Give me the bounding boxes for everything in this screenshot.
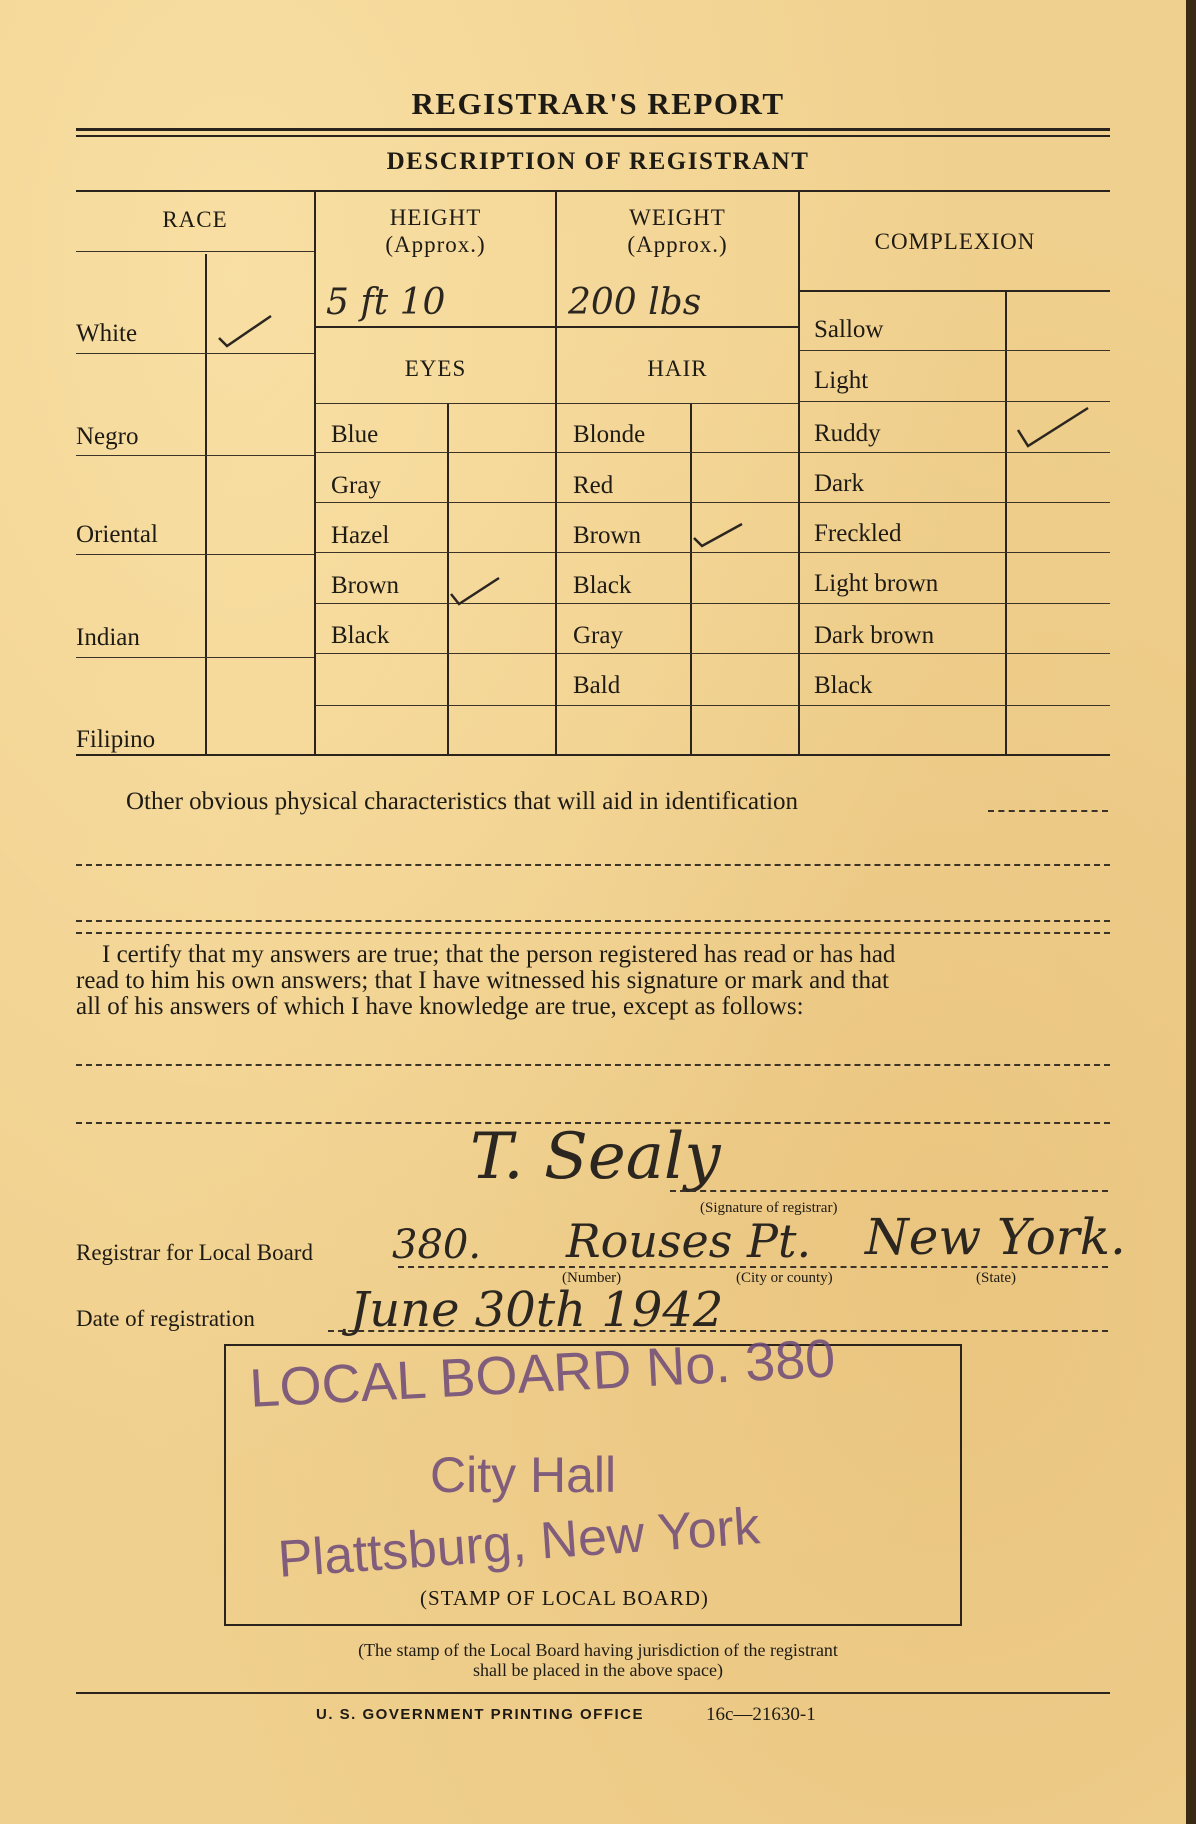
complexion-row-rule	[800, 552, 1110, 553]
section-subtitle: DESCRIPTION OF REGISTRANT	[386, 148, 810, 175]
stamp-caption: (STAMP OF LOCAL BOARD)	[420, 1586, 709, 1610]
race-row-rule	[76, 455, 314, 456]
complexion-row-rule	[800, 705, 1110, 706]
hair-row-rule	[557, 705, 798, 706]
footer-rule	[76, 1692, 1110, 1694]
race-option-oriental: Oriental	[76, 521, 158, 548]
height-header-line2: (Approx.)	[385, 232, 486, 257]
eyes-row-rule	[316, 502, 555, 503]
other-characteristics-line[interactable]	[76, 920, 1110, 922]
title-rule-top	[76, 128, 1110, 131]
hair-check-brown[interactable]	[690, 520, 746, 550]
city-caption: (City or county)	[736, 1270, 833, 1286]
form-number: 16c—21630-1	[706, 1704, 816, 1725]
race-header-rule	[76, 251, 314, 252]
eyes-row-rule	[316, 705, 555, 706]
complexion-option-black: Black	[814, 672, 873, 699]
weight-header-line1: WEIGHT	[629, 205, 726, 230]
hair-row-rule	[557, 603, 798, 604]
complexion-option-dark: Dark	[814, 470, 864, 497]
registration-date[interactable]: June 30th 1942	[350, 1282, 724, 1338]
eyes-option-hazel: Hazel	[331, 522, 390, 549]
col-line-complexion-inner	[1005, 290, 1007, 754]
race-row-rule	[76, 353, 314, 354]
hair-header: HAIR	[647, 356, 708, 381]
weight-entry-rule	[557, 326, 798, 328]
complexion-option-freckled: Freckled	[814, 520, 902, 547]
certification-text	[76, 942, 1116, 1020]
local-board-label: Registrar for Local Board	[76, 1240, 313, 1265]
complexion-row-rule	[800, 350, 1110, 351]
race-option-negro: Negro	[76, 423, 139, 450]
stamp-line-board: LOCAL BOARD No. 380	[248, 1328, 837, 1419]
stamp-note-line: (The stamp of the Local Board having jurisdiction of the registrant	[358, 1640, 838, 1660]
complexion-row-rule	[800, 502, 1110, 503]
local-board-state[interactable]: New York.	[865, 1208, 1126, 1266]
complexion-option-sallow: Sallow	[814, 316, 884, 343]
race-header: RACE	[162, 207, 228, 232]
registrar-signature[interactable]: T. Sealy	[470, 1120, 721, 1194]
race-row-rule	[76, 554, 314, 555]
report-title: REGISTRAR'S REPORT	[411, 86, 785, 121]
local-board-number[interactable]: 380.	[392, 1222, 482, 1268]
printer-footer: U. S. GOVERNMENT PRINTING OFFICE	[316, 1706, 645, 1723]
state-caption: (State)	[976, 1270, 1016, 1286]
complexion-header: COMPLEXION	[874, 229, 1036, 254]
hair-option-blonde: Blonde	[573, 421, 646, 448]
eyes-header: EYES	[404, 356, 467, 381]
race-option-filipino: Filipino	[76, 726, 156, 753]
eyes-header-rule	[316, 403, 555, 404]
eyes-row-rule	[316, 552, 555, 553]
hair-row-rule	[557, 502, 798, 503]
title-rule-bottom	[76, 135, 1110, 137]
height-entry[interactable]: 5 ft 10	[326, 282, 446, 323]
signature-line	[670, 1190, 1108, 1192]
complexion-row-rule	[800, 653, 1110, 654]
col-line-hair-inner	[690, 404, 692, 754]
local-board-line	[398, 1266, 1108, 1268]
eyes-option-brown: Brown	[331, 572, 400, 599]
stamp-note	[0, 1640, 1196, 1680]
eyes-row-rule	[316, 653, 555, 654]
signature-caption: (Signature of registrar)	[700, 1200, 838, 1216]
hair-row-rule	[557, 452, 798, 453]
hair-row-rule	[557, 552, 798, 553]
height-header-line1: HEIGHT	[389, 205, 482, 230]
other-characteristics-line[interactable]	[76, 864, 1110, 866]
col-line-weight-right	[798, 190, 800, 754]
hair-row-rule	[557, 653, 798, 654]
complexion-option-ruddy: Ruddy	[814, 420, 881, 447]
registration-date-line	[328, 1330, 1108, 1332]
eyes-check-brown[interactable]	[447, 574, 503, 610]
eyes-row-rule	[316, 603, 555, 604]
other-characteristics-line[interactable]	[988, 810, 1108, 812]
race-check-white[interactable]	[215, 312, 275, 352]
complexion-header-rule	[800, 290, 1110, 292]
stamp-line-hall: City Hall	[430, 1447, 617, 1503]
height-header	[316, 204, 555, 258]
complexion-row-rule	[800, 401, 1110, 402]
hair-header-rule	[557, 403, 798, 404]
hair-option-bald: Bald	[573, 672, 621, 699]
hair-option-red: Red	[573, 472, 614, 499]
col-line-height-right	[555, 190, 557, 754]
other-characteristics-line[interactable]	[76, 932, 1110, 934]
registration-date-label: Date of registration	[76, 1306, 255, 1331]
complexion-option-light-brown: Light brown	[814, 570, 939, 597]
table-top-rule	[76, 190, 1110, 192]
race-option-white: White	[76, 320, 138, 347]
race-row-rule	[76, 657, 314, 658]
hair-option-black: Black	[573, 572, 632, 599]
eyes-row-rule	[316, 452, 555, 453]
eyes-option-black: Black	[331, 622, 390, 649]
race-option-indian: Indian	[76, 624, 140, 651]
number-caption: (Number)	[562, 1270, 622, 1286]
complexion-option-light: Light	[814, 367, 869, 394]
eyes-option-gray: Gray	[331, 472, 381, 499]
complexion-check-ruddy[interactable]	[1012, 404, 1092, 452]
stamp-note-line: shall be placed in the above space)	[473, 1660, 723, 1680]
stamp-line-city: Plattsburg, New York	[276, 1497, 762, 1589]
hair-option-brown: Brown	[573, 522, 642, 549]
certification-line: all of his answers of which I have knowledge are true, except as follows:	[76, 993, 804, 1020]
height-entry-rule	[316, 326, 555, 328]
other-characteristics-label: Other obvious physical characteristics that will aid in identification	[126, 788, 799, 815]
table-bottom-rule	[76, 754, 1110, 756]
hair-option-gray: Gray	[573, 622, 623, 649]
col-line-race-right	[314, 190, 316, 754]
complexion-row-rule	[800, 452, 1110, 453]
weight-entry[interactable]: 200 lbs	[568, 282, 702, 323]
exceptions-line[interactable]	[76, 1064, 1110, 1066]
certification-line: I certify that my answers are true; that the person registered has read or has had	[102, 941, 896, 968]
complexion-row-rule	[800, 603, 1110, 604]
col-line-race-inner	[205, 254, 207, 754]
local-board-city[interactable]: Rouses Pt.	[566, 1214, 812, 1268]
certification-line: read to him his own answers; that I have witnessed his signature or mark and that	[76, 967, 890, 994]
weight-header	[557, 204, 798, 258]
complexion-option-dark-brown: Dark brown	[814, 622, 935, 649]
weight-header-line2: (Approx.)	[627, 232, 728, 257]
eyes-option-blue: Blue	[331, 421, 379, 448]
